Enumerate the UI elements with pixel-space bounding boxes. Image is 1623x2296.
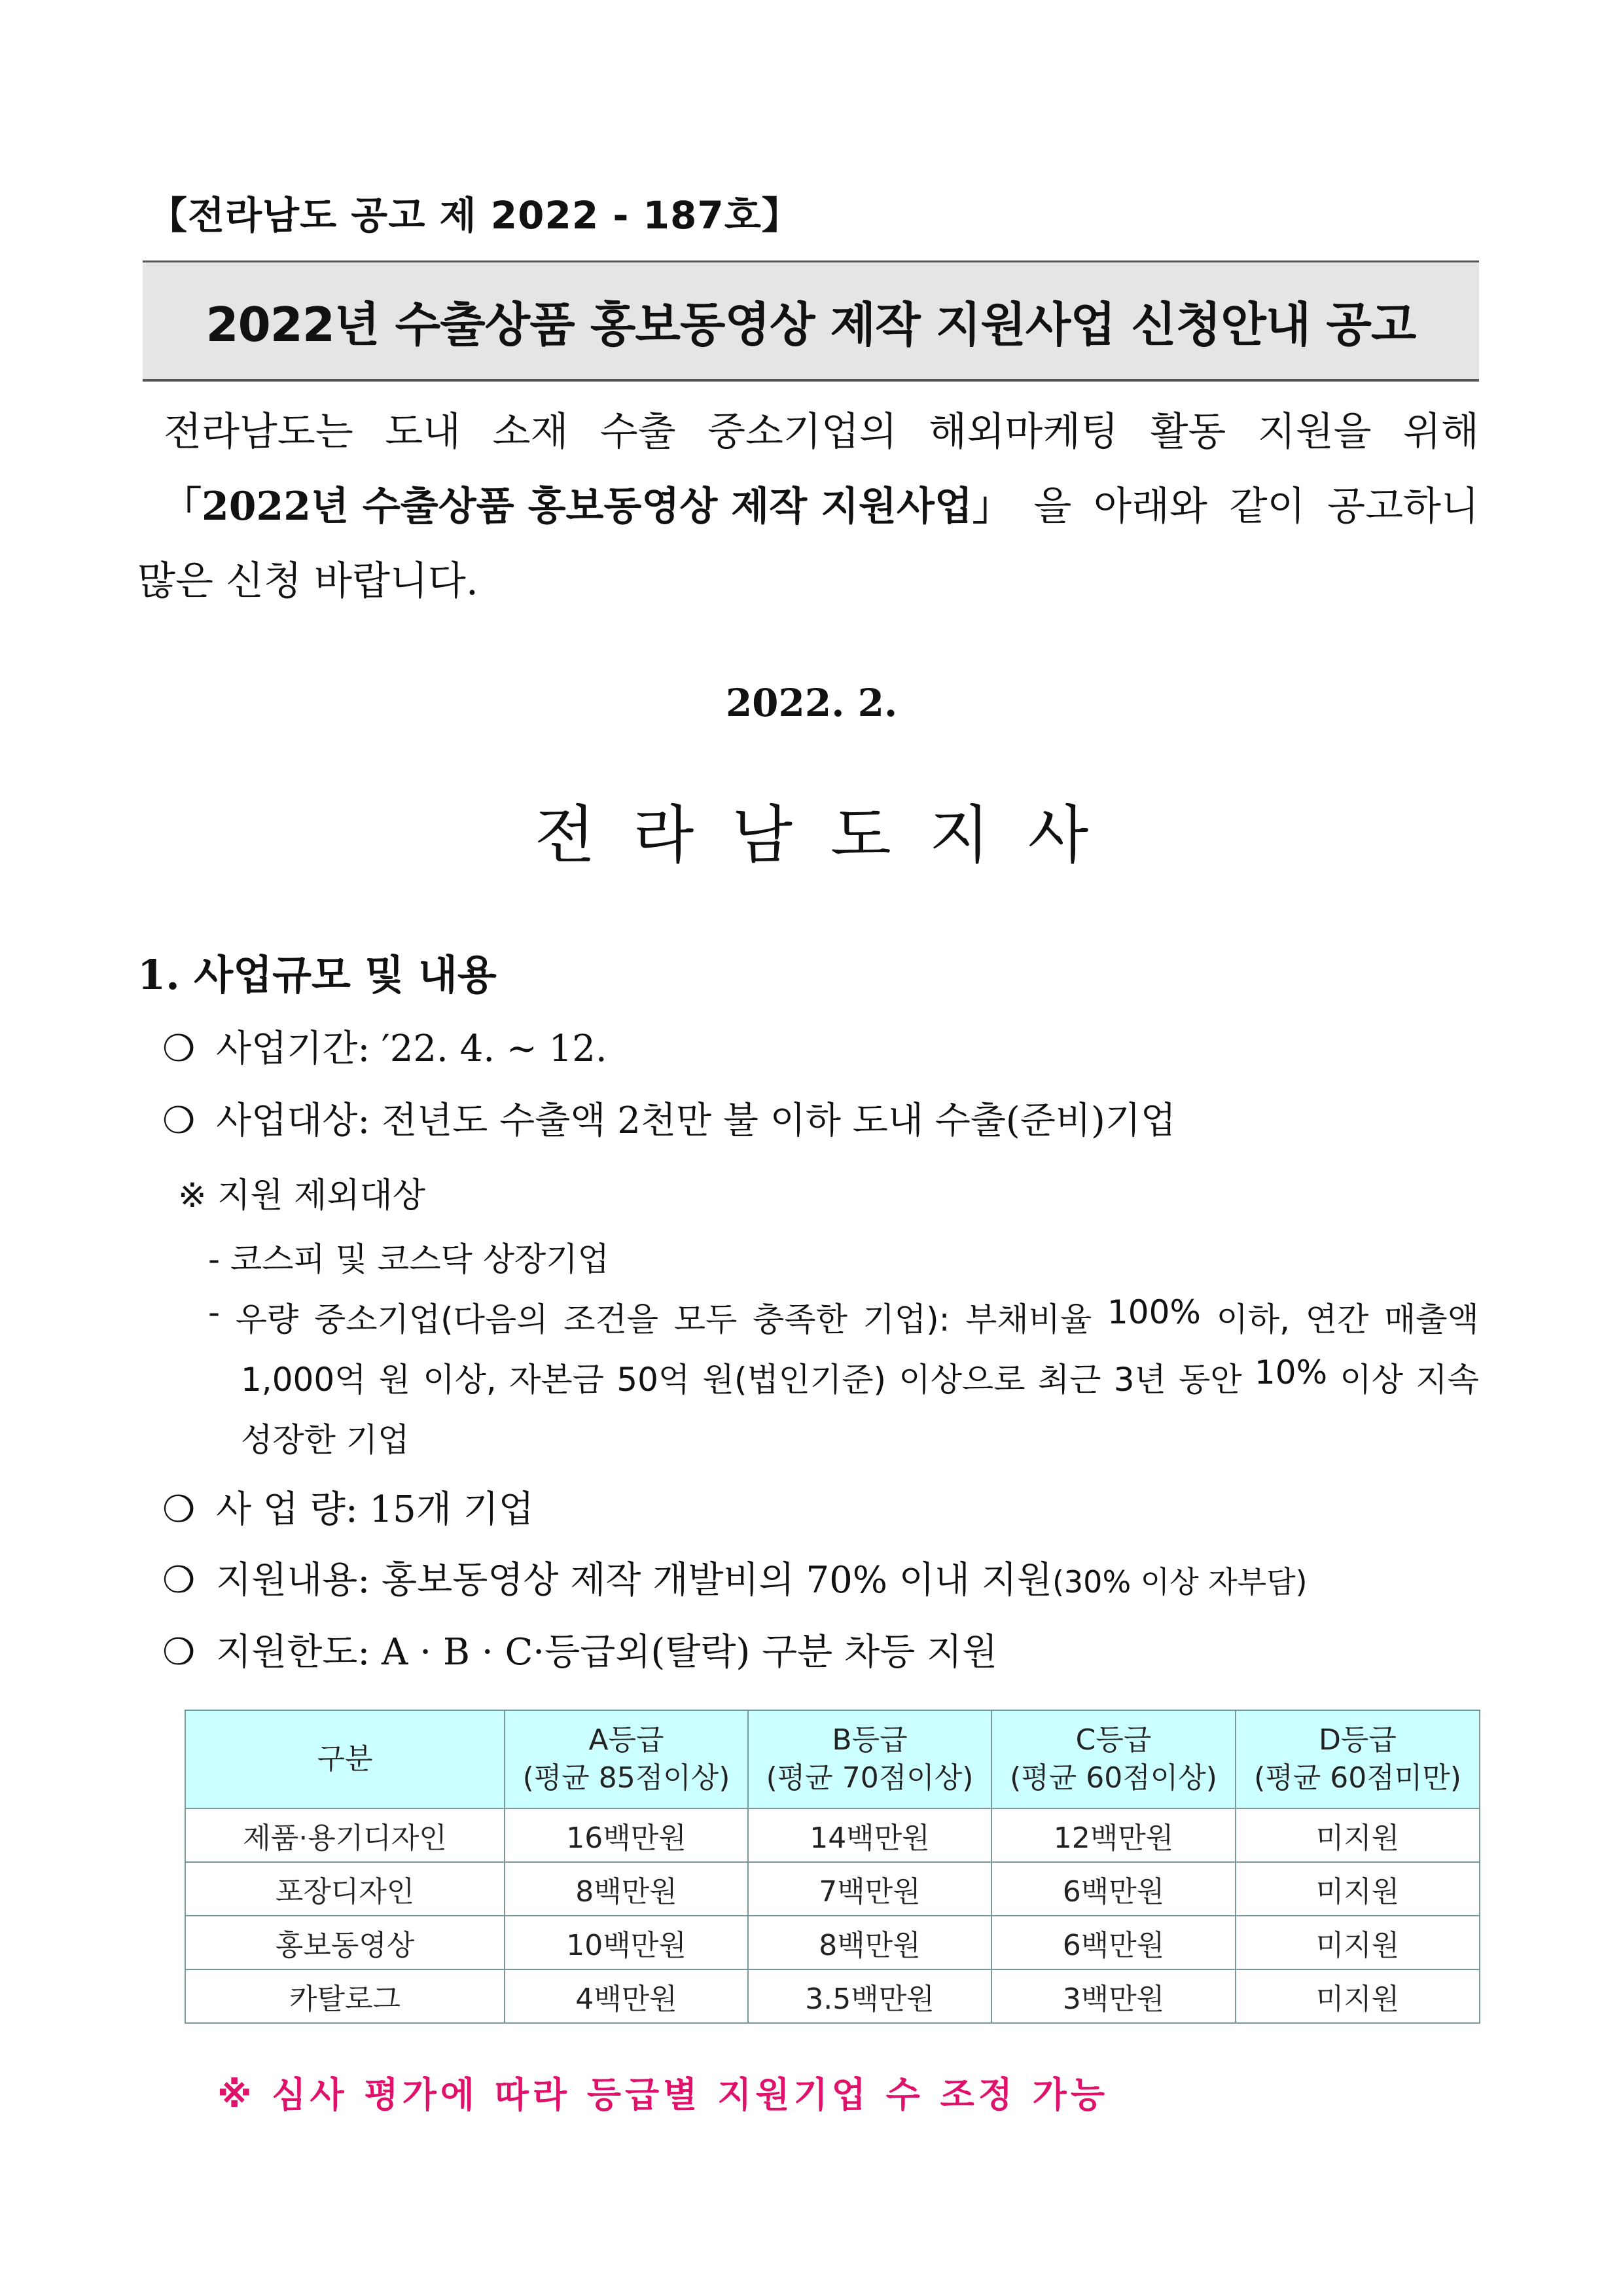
bullet-note: (30% 이상 자부담) <box>1052 1564 1308 1600</box>
word: 이상으로 <box>899 1361 1026 1399</box>
grade-criteria: (평균 60점미만) <box>1254 1761 1461 1795</box>
intro-word: 위해 <box>1403 409 1479 455</box>
table-row <box>185 1862 1480 1916</box>
table-cell: 10백만원 <box>505 1916 748 1969</box>
table-cell: 3.5백만원 <box>748 1969 991 2023</box>
intro-line-2 <box>162 475 1479 531</box>
grade-criteria: (평균 70점이상) <box>766 1761 974 1795</box>
bullet-marker: ❍ <box>162 1488 196 1531</box>
intro-word: 같이 <box>1229 484 1306 529</box>
table-header-grade <box>991 1710 1236 1808</box>
table-cell: 7백만원 <box>748 1862 991 1916</box>
word: 원(법인기준) <box>702 1361 887 1399</box>
word: 기업): <box>863 1300 950 1338</box>
table-header-grade <box>748 1710 991 1808</box>
table-row <box>185 1808 1480 1862</box>
word: 이하, <box>1216 1300 1291 1338</box>
section-heading: 1. 사업규모 및 내용 <box>137 951 497 999</box>
word: 원 <box>378 1361 411 1399</box>
table-cell: 6백만원 <box>991 1916 1236 1969</box>
table-cell: 16백만원 <box>505 1808 748 1862</box>
bullet-quantity <box>162 1480 534 1533</box>
bullet-text: 사업기간: ′22. 4. ~ 12. <box>216 1028 607 1070</box>
word: 자본금 <box>509 1361 605 1399</box>
grade-support-table <box>185 1710 1480 2024</box>
word: 이상 <box>1340 1361 1404 1399</box>
intro-word: 공고하니 <box>1327 484 1479 529</box>
intro-word: 을 <box>1033 484 1072 529</box>
word: 모두 <box>673 1300 738 1338</box>
word: 중소기업(다음의 <box>313 1300 548 1338</box>
table-cell: 4백만원 <box>505 1969 748 2023</box>
intro-word: 해외마케팅 <box>929 409 1119 455</box>
grade-criteria: (평균 85점이상) <box>522 1761 730 1795</box>
word: 동안 <box>1179 1361 1242 1399</box>
intro-word: 지원을 <box>1257 409 1372 455</box>
grade-name: C등급 <box>1075 1723 1152 1757</box>
table-header-grade <box>505 1710 748 1808</box>
intro-word: 전라남도는 <box>164 409 353 455</box>
issue-date: 2022. 2. <box>725 681 898 725</box>
word: 우량 <box>235 1300 299 1338</box>
bullet-marker: ❍ <box>162 1100 196 1142</box>
bullet-target <box>162 1092 1176 1144</box>
bullet-marker: ❍ <box>162 1559 196 1602</box>
table-cell: 8백만원 <box>505 1862 748 1916</box>
exclusion-heading: ※ 지원 제외대상 <box>178 1176 426 1215</box>
bullet-text: 지원한도: A · B · C·등급외(탈락) 구분 차등 지원 <box>216 1631 998 1674</box>
exclusion-item <box>208 1293 1479 1340</box>
intro-word: 중소기업의 <box>707 409 897 455</box>
intro-word: 도내 <box>385 409 461 455</box>
word: 조건을 <box>563 1300 659 1338</box>
exclusion-item: - 코스피 및 코스닥 상장기업 <box>208 1240 609 1278</box>
table-cell: 3백만원 <box>991 1969 1236 2023</box>
intro-word: 수출 <box>599 409 676 455</box>
intro-line-1 <box>164 401 1479 457</box>
word: 지속 <box>1416 1361 1479 1399</box>
word: 100% <box>1107 1293 1201 1331</box>
word: 충족한 <box>752 1300 847 1338</box>
bullet-text: 사 업 량: 15개 기업 <box>216 1488 534 1531</box>
bullet-text: 지원내용: 홍보동영상 제작 개발비의 70% 이내 지원 <box>216 1559 1052 1602</box>
table-cell: 미지원 <box>1236 1969 1480 2023</box>
grade-criteria: (평균 60점이상) <box>1010 1761 1217 1795</box>
word: 연간 <box>1305 1300 1369 1338</box>
table-row <box>185 1969 1480 2023</box>
word: 1,000억 <box>241 1361 366 1399</box>
bullet-text: 사업대상: 전년도 수출액 2천만 불 이하 도내 수출(준비)기업 <box>216 1100 1177 1142</box>
program-name: 「2022년 수출상품 홍보동영상 제작 지원사업」 <box>162 484 1012 529</box>
bullet-marker: ❍ <box>162 1631 196 1674</box>
bullet-period <box>162 1020 607 1072</box>
intro-line-3: 많은 신청 바랍니다. <box>137 558 478 604</box>
row-label: 카탈로그 <box>185 1969 505 2023</box>
word: - <box>208 1293 221 1331</box>
row-label: 포장디자인 <box>185 1862 505 1916</box>
table-cell: 12백만원 <box>991 1808 1236 1862</box>
table-cell: 미지원 <box>1236 1862 1480 1916</box>
table-cell: 미지원 <box>1236 1808 1480 1862</box>
table-cell: 미지원 <box>1236 1916 1480 1969</box>
exclusion-item-continued: 성장한 기업 <box>241 1421 410 1459</box>
grade-name: A등급 <box>588 1723 664 1757</box>
issuer: 전라남도지사 <box>534 798 1127 872</box>
table-cell: 14백만원 <box>748 1808 991 1862</box>
word: 최근 <box>1037 1361 1101 1399</box>
title-banner <box>143 260 1479 382</box>
grade-name: B등급 <box>832 1723 908 1757</box>
adjustment-note: ※ 심사 평가에 따라 등급별 지원기업 수 조정 가능 <box>217 2074 1109 2115</box>
word: 10% <box>1254 1354 1328 1391</box>
notice-number: 【전라남도 공고 제 2022 - 187호】 <box>149 193 800 238</box>
table-cell: 8백만원 <box>748 1916 991 1969</box>
intro-word: 활동 <box>1150 409 1226 455</box>
word: 이상, <box>423 1361 497 1399</box>
document-title: 2022년 수출상품 홍보동영상 제작 지원사업 신청안내 공고 <box>205 297 1416 352</box>
word: 매출액 <box>1383 1300 1479 1338</box>
table-cell: 6백만원 <box>991 1862 1236 1916</box>
bullet-support-limit <box>162 1623 997 1676</box>
table-header-grade <box>1236 1710 1480 1808</box>
intro-word: 아래와 <box>1094 484 1207 529</box>
row-label: 홍보동영상 <box>185 1916 505 1969</box>
table-header-corner: 구분 <box>185 1710 505 1808</box>
word: 부채비율 <box>965 1300 1092 1338</box>
exclusion-item-continued <box>241 1354 1479 1401</box>
grade-name: D등급 <box>1319 1723 1397 1757</box>
table-row <box>185 1916 1480 1969</box>
bullet-marker: ❍ <box>162 1028 196 1070</box>
row-label: 제품·용기디자인 <box>185 1808 505 1862</box>
word: 3년 <box>1113 1361 1166 1399</box>
bullet-support-content <box>162 1551 1308 1604</box>
intro-word: 소재 <box>492 409 569 455</box>
table-header-row <box>185 1710 1480 1808</box>
word: 50억 <box>616 1361 690 1399</box>
